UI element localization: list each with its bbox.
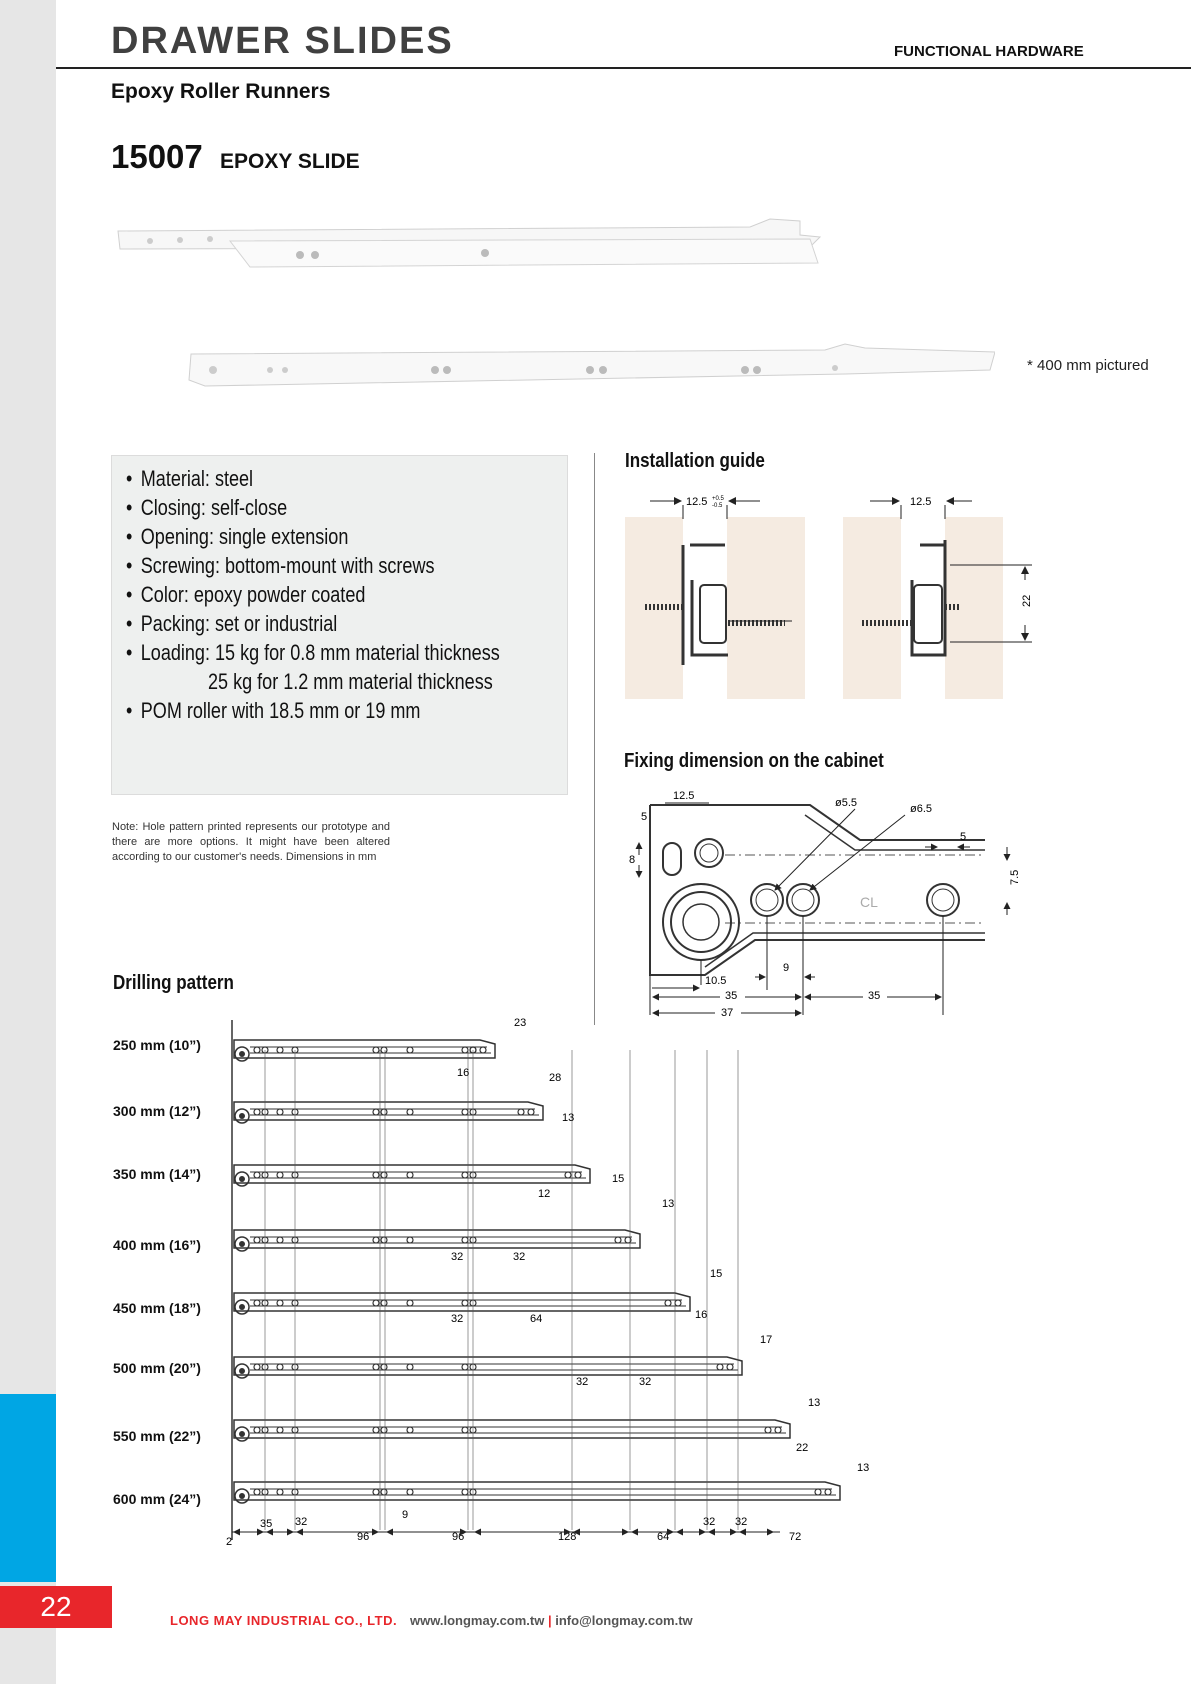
dim-10-5: 10.5 (705, 975, 727, 987)
feature-item: • Material: steel (126, 466, 254, 491)
dim-13a: 13 (562, 1112, 575, 1124)
feature-item: • Opening: single extension (126, 524, 349, 549)
rails-group (234, 1040, 840, 1503)
dim-12-5: 12.5 (673, 790, 695, 802)
size-label-600: 600 mm (24”) (113, 1491, 201, 1507)
size-label-550: 550 mm (22”) (113, 1428, 201, 1444)
dim-32c: 32 (451, 1313, 464, 1325)
base-dim-32: 32 (295, 1516, 308, 1528)
rail-outline (234, 1357, 742, 1375)
base-dim-64: 64 (657, 1531, 670, 1543)
base-dim-96b: 96 (452, 1531, 465, 1543)
dim-32b: 32 (513, 1251, 526, 1263)
dim-35a: 35 (725, 990, 738, 1002)
footer-email: info@longmay.com.tw (555, 1613, 693, 1628)
dim-dia-5-5: ø5.5 (835, 797, 858, 809)
base-dim-72: 72 (789, 1531, 802, 1543)
dim-32a: 32 (451, 1251, 464, 1263)
size-label-500: 500 mm (20”) (113, 1360, 201, 1376)
feature-item: • Loading: 15 kg for 0.8 mm material thickness (126, 640, 500, 665)
model-number: 15007 (111, 138, 203, 175)
product-photo-top (110, 215, 830, 277)
footer-contact (410, 1613, 693, 1628)
section-subtitle: Epoxy Roller Runners (111, 80, 331, 103)
size-label-450: 450 mm (18”) (113, 1300, 201, 1316)
footer-website: www.longmay.com.tw (410, 1613, 545, 1628)
footer-company: LONG MAY INDUSTRIAL CO., LTD. (170, 1613, 398, 1628)
rail-roller-hub (239, 1241, 245, 1247)
dim-tol-minus: -0.5 (712, 503, 723, 509)
model-name: EPOXY SLIDE (220, 150, 360, 173)
slide-rail (234, 1040, 495, 1061)
pictured-note: * 400 mm pictured (1027, 357, 1149, 374)
dim-23: 23 (514, 1017, 527, 1029)
slide-rail (234, 1102, 543, 1123)
base-dim-9: 9 (402, 1509, 409, 1521)
dim-height: 22 (1021, 594, 1033, 607)
dim-13c: 13 (808, 1397, 821, 1409)
dim-22: 22 (796, 1442, 809, 1454)
dim-37: 37 (721, 1007, 734, 1019)
dim-5-right: 5 (960, 831, 967, 843)
installation-title: Installation guide (625, 450, 765, 472)
rail-outline (234, 1482, 840, 1500)
features-list (112, 456, 567, 725)
dim-12: 12 (538, 1188, 551, 1200)
dim-17: 17 (760, 1334, 773, 1346)
dim-left: 12.5 (686, 496, 708, 508)
rail-outline (234, 1165, 590, 1183)
rail-roller-hub (239, 1113, 245, 1119)
base-dim-2: 2 (226, 1536, 233, 1548)
base-dim-96a: 96 (357, 1531, 370, 1543)
drilling-diagram (220, 1010, 880, 1570)
column-divider (594, 453, 595, 1025)
dim-13d: 13 (857, 1462, 870, 1474)
rail-roller-hub (239, 1176, 245, 1182)
feature-item: • Closing: self-close (126, 495, 288, 520)
features-box (111, 455, 568, 795)
slide-rail (234, 1420, 790, 1441)
dim-13b: 13 (662, 1198, 675, 1210)
dim-dia-6-5: ø6.5 (910, 803, 933, 815)
dim-16b: 16 (695, 1309, 708, 1321)
slide-rail (234, 1165, 590, 1186)
dim-7-5: 7.5 (1009, 869, 1021, 885)
header-divider (56, 67, 1191, 69)
dim-15b: 15 (710, 1268, 723, 1280)
rail-roller-hub (239, 1493, 245, 1499)
feature-item: • POM roller with 18.5 mm or 19 mm (126, 698, 421, 723)
fixing-diagram (625, 785, 1025, 1025)
fixing-title: Fixing dimension on the cabinet (624, 750, 884, 772)
dim-5-left: 5 (641, 811, 648, 823)
sidebar-accent (0, 1394, 56, 1582)
slide-rail (234, 1357, 742, 1378)
size-label-350: 350 mm (14”) (113, 1166, 201, 1182)
installation-diagram (620, 485, 1040, 715)
feature-item-continued: 25 kg for 1.2 mm material thickness (208, 669, 493, 694)
footer-separator: | (547, 1613, 552, 1628)
centerline-label: CL (860, 894, 878, 910)
dim-right: 12.5 (910, 496, 932, 508)
dim-32d: 32 (576, 1376, 589, 1388)
slide-rail (234, 1482, 840, 1503)
feature-item: • Screwing: bottom-mount with screws (126, 553, 435, 578)
rail-roller-hub (239, 1051, 245, 1057)
rail-outline (234, 1040, 495, 1058)
dim-tol-plus: +0.5 (712, 496, 724, 502)
dim-15a: 15 (612, 1173, 625, 1185)
rail-roller-hub (239, 1304, 245, 1310)
base-dim-35: 35 (260, 1518, 273, 1530)
dim-64a: 64 (530, 1313, 543, 1325)
feature-item: • Packing: set or industrial (126, 611, 338, 636)
product-photo-bottom (185, 340, 995, 390)
size-label-250: 250 mm (10”) (113, 1037, 201, 1053)
dim-9: 9 (783, 962, 790, 974)
size-label-300: 300 mm (12”) (113, 1103, 201, 1119)
rail-outline (234, 1420, 790, 1438)
dim-35b: 35 (868, 990, 881, 1002)
rail-roller-hub (239, 1431, 245, 1437)
dim-16a: 16 (457, 1067, 470, 1079)
base-dim-32c: 32 (735, 1516, 748, 1528)
category-label: FUNCTIONAL HARDWARE (894, 43, 1084, 60)
dim-8: 8 (629, 854, 636, 866)
drill-guide-lines (232, 1020, 738, 1540)
dim-28: 28 (549, 1072, 562, 1084)
page-number: 22 (0, 1586, 112, 1628)
hole-pattern-note: Note: Hole pattern printed represents our prototype and there are more options. It might have been altered according to our customer's needs. Dimensions in mm (112, 821, 390, 863)
rail-roller-hub (239, 1368, 245, 1374)
base-dim-32b: 32 (703, 1516, 716, 1528)
base-dim-128: 128 (558, 1531, 577, 1543)
slide-rail (234, 1293, 690, 1314)
size-label-400: 400 mm (16”) (113, 1237, 201, 1253)
drilling-title: Drilling pattern (113, 972, 234, 994)
dim-32e: 32 (639, 1376, 652, 1388)
rail-outline (234, 1102, 543, 1120)
feature-item: • Color: epoxy powder coated (126, 582, 366, 607)
page-title: DRAWER SLIDES (111, 20, 454, 62)
